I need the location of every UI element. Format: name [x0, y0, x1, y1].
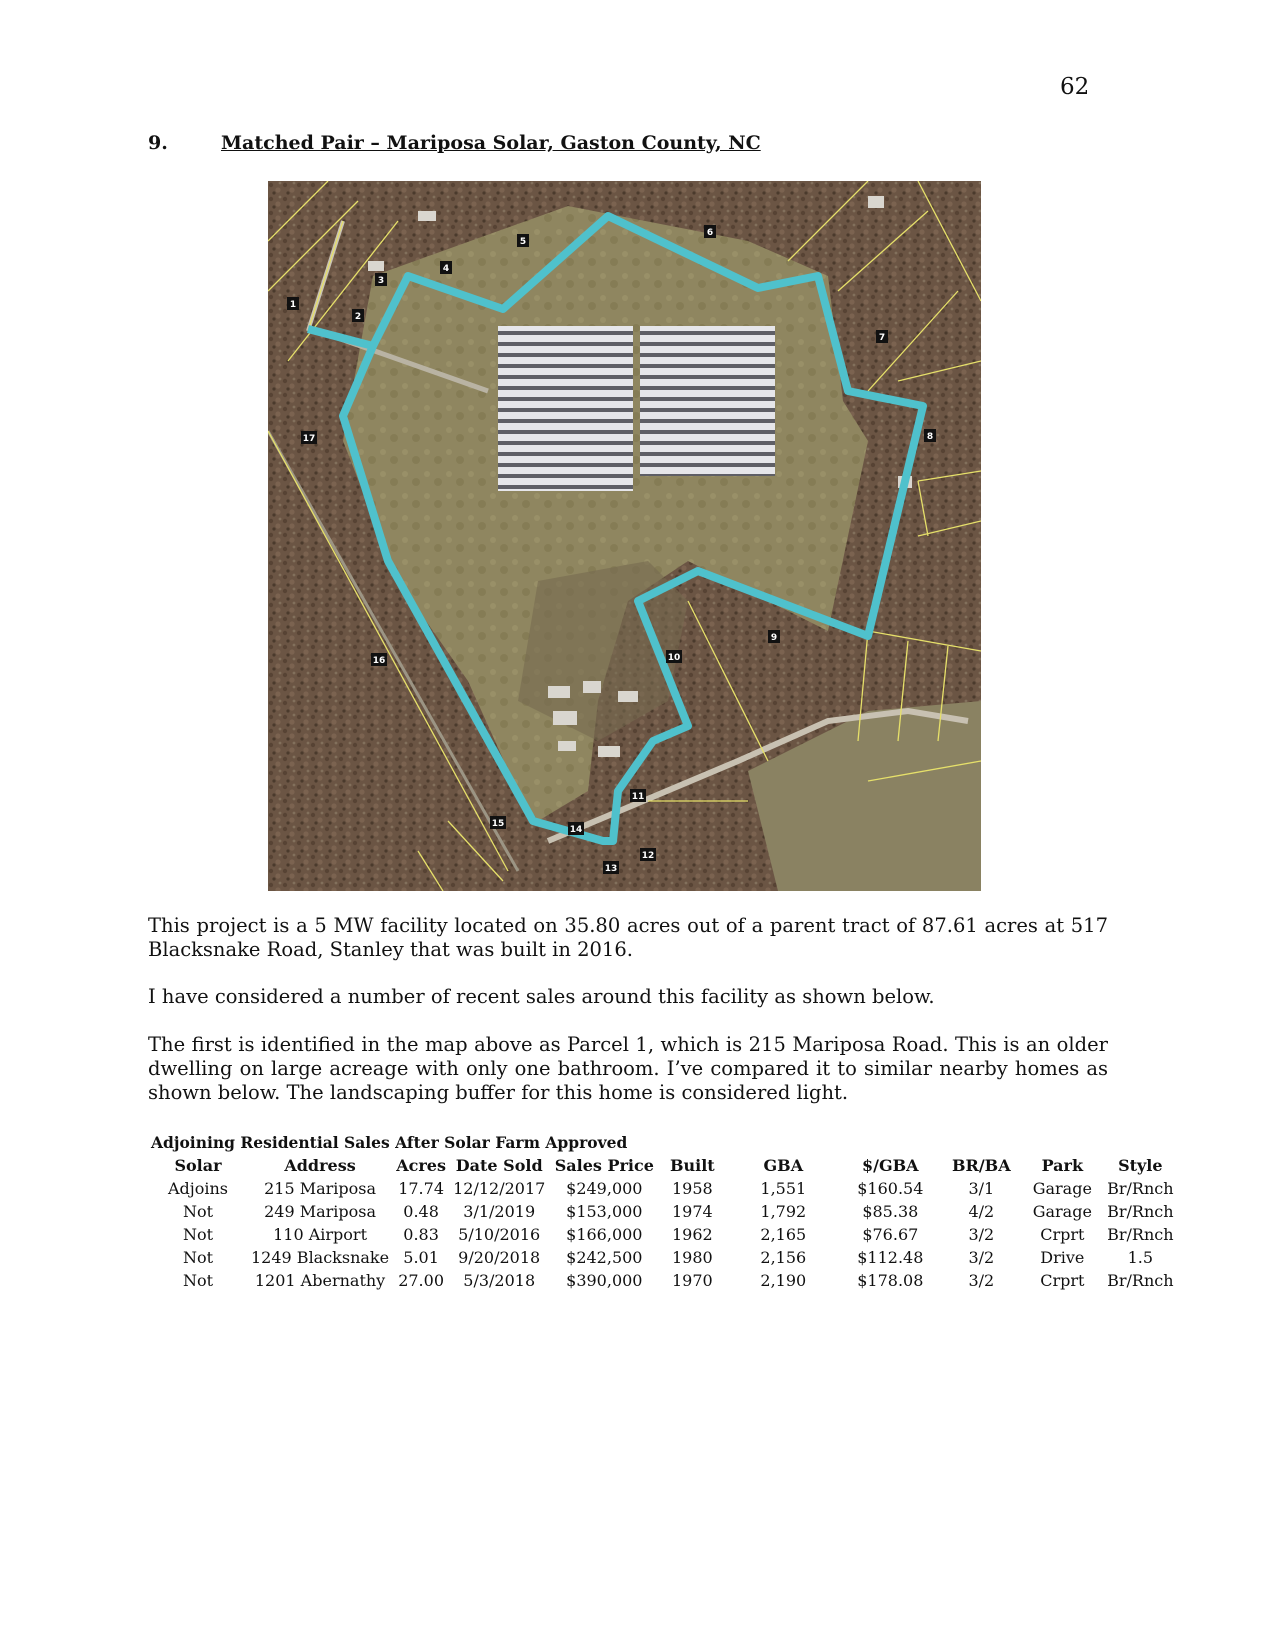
- svg-text:14: 14: [569, 825, 583, 835]
- table-cell: Crprt: [1040, 1225, 1085, 1244]
- table-cell: Garage: [1032, 1202, 1092, 1221]
- table-cell: 12/12/2017: [453, 1179, 546, 1198]
- table-row: [148, 1246, 1180, 1269]
- column-header: Built: [669, 1156, 715, 1175]
- table-cell: $242,500: [566, 1248, 643, 1267]
- svg-text:9: 9: [770, 633, 778, 643]
- table-cell: 2,165: [760, 1225, 807, 1244]
- table-row: [148, 1269, 1180, 1292]
- parcel-label-10: [666, 650, 682, 663]
- svg-text:8: 8: [926, 432, 934, 442]
- table-cell: 1249 Blacksnake: [251, 1248, 390, 1267]
- parcel-label-13: [603, 861, 619, 874]
- sales-table: [148, 1154, 1180, 1292]
- parcel-label-4: [440, 261, 452, 274]
- solar-array-west: [498, 326, 633, 491]
- parcel-label-12: [640, 848, 656, 861]
- table-cell: 1201 Abernathy: [254, 1271, 386, 1290]
- sales-table-block: [148, 1133, 1188, 1292]
- table-cell: $178.08: [857, 1271, 924, 1290]
- section-heading: [148, 132, 761, 154]
- svg-text:13: 13: [604, 864, 618, 874]
- svg-text:4: 4: [442, 264, 450, 274]
- table-cell: 3/2: [968, 1225, 995, 1244]
- table-cell: Not: [182, 1248, 214, 1267]
- column-header: GBA: [763, 1156, 804, 1175]
- table-cell: 27.00: [398, 1271, 444, 1290]
- table-cell: $85.38: [862, 1202, 919, 1221]
- table-cell: Br/Rnch: [1107, 1179, 1174, 1198]
- parcel-label-7: [876, 330, 888, 343]
- column-header: Park: [1041, 1156, 1084, 1175]
- paragraph-sales-intro: I have considered a number of recent sales around this facility as shown below.: [148, 985, 935, 1008]
- column-header: BR/BA: [952, 1156, 1011, 1175]
- table-cell: 215 Mariposa: [264, 1179, 377, 1198]
- table-cell: 3/2: [968, 1248, 995, 1267]
- column-header: Solar: [174, 1156, 222, 1175]
- table-cell: $76.67: [862, 1225, 919, 1244]
- table-cell: 2,190: [760, 1271, 807, 1290]
- section-number: 9.: [148, 132, 168, 154]
- table-cell: $160.54: [857, 1179, 924, 1198]
- table-cell: $153,000: [566, 1202, 643, 1221]
- table-header-row: [148, 1154, 1180, 1177]
- table-cell: $112.48: [857, 1248, 924, 1267]
- table-cell: 1974: [671, 1202, 713, 1221]
- svg-text:10: 10: [667, 653, 681, 663]
- parcel-label-6: [704, 225, 716, 238]
- table-cell: 1958: [671, 1179, 713, 1198]
- paragraph-project-summary: This project is a 5 MW facility located on 35.80 acres out of a parent tract of 87.61 acres at 517 Blacksnake Road, Stanley that was built in 2016.: [148, 914, 1108, 961]
- table-cell: 3/2: [968, 1271, 995, 1290]
- table-cell: $249,000: [566, 1179, 643, 1198]
- table-cell: 3/1/2019: [463, 1202, 536, 1221]
- column-header: Acres: [396, 1156, 446, 1175]
- table-cell: 1980: [671, 1248, 713, 1267]
- solar-array-east: [640, 326, 775, 476]
- table-cell: Drive: [1040, 1248, 1085, 1267]
- table-cell: Br/Rnch: [1107, 1271, 1174, 1290]
- svg-text:11: 11: [631, 792, 645, 802]
- parcel-label-14: [568, 822, 584, 835]
- column-header: $/GBA: [862, 1156, 919, 1175]
- table-cell: 0.83: [403, 1225, 439, 1244]
- column-header: Address: [284, 1156, 356, 1175]
- section-title: Matched Pair – Mariposa Solar, Gaston County, NC: [221, 132, 761, 154]
- table-cell: 1,792: [760, 1202, 807, 1221]
- svg-text:6: 6: [706, 228, 714, 238]
- table-cell: 5/3/2018: [463, 1271, 536, 1290]
- column-header: Sales Price: [554, 1156, 654, 1175]
- parcel-label-5: [517, 234, 529, 247]
- table-cell: 1970: [671, 1271, 713, 1290]
- svg-text:1: 1: [289, 300, 297, 310]
- table-cell: 110 Airport: [273, 1225, 367, 1244]
- table-row: [148, 1223, 1180, 1246]
- page-number: 62: [1060, 74, 1090, 100]
- table-cell: 5/10/2016: [458, 1225, 541, 1244]
- parcel-label-15: [490, 816, 506, 829]
- column-header: Style: [1118, 1156, 1163, 1175]
- table-cell: Crprt: [1040, 1271, 1085, 1290]
- svg-text:16: 16: [372, 656, 386, 666]
- parcel-label-3: [375, 273, 387, 286]
- table-cell: 3/1: [968, 1179, 995, 1198]
- table-cell: Adjoins: [167, 1179, 229, 1198]
- aerial-map-image: [268, 181, 981, 891]
- svg-text:7: 7: [878, 333, 886, 343]
- table-cell: 249 Mariposa: [264, 1202, 377, 1221]
- parcel-label-1: [287, 297, 299, 310]
- parcel-label-16: [371, 653, 387, 666]
- svg-text:2: 2: [354, 312, 362, 322]
- table-cell: Not: [182, 1225, 214, 1244]
- table-cell: Garage: [1032, 1179, 1092, 1198]
- parcel-label-17: [301, 431, 317, 444]
- table-cell: $166,000: [566, 1225, 643, 1244]
- table-cell: 9/20/2018: [458, 1248, 541, 1267]
- table-cell: Br/Rnch: [1107, 1225, 1174, 1244]
- table-cell: 2,156: [760, 1248, 807, 1267]
- svg-text:5: 5: [519, 237, 527, 247]
- parcel-label-9: [768, 630, 780, 643]
- table-cell: 1,551: [760, 1179, 807, 1198]
- table-cell: 0.48: [403, 1202, 439, 1221]
- table-cell: 4/2: [968, 1202, 995, 1221]
- table-cell: Not: [182, 1202, 214, 1221]
- parcel-label-8: [924, 429, 936, 442]
- table-title: Adjoining Residential Sales After Solar Farm Approved: [151, 1133, 628, 1152]
- table-cell: 5.01: [403, 1248, 439, 1267]
- svg-text:17: 17: [302, 434, 316, 444]
- aerial-map: [268, 181, 981, 891]
- table-cell: Not: [182, 1271, 214, 1290]
- table-row: [148, 1200, 1180, 1223]
- parcel-label-2: [352, 309, 364, 322]
- paragraph-parcel-1: The first is identified in the map above as Parcel 1, which is 215 Mariposa Road. This is an older dwelling on large acreage with only one bathroom. I’ve compared it to similar nearby homes as shown below. The landscaping buffer for this home is considered light.: [148, 1033, 1108, 1104]
- table-row: [148, 1177, 1180, 1200]
- table-cell: 1962: [671, 1225, 713, 1244]
- parcel-label-11: [630, 789, 646, 802]
- table-cell: 1.5: [1127, 1248, 1154, 1267]
- column-header: Date Sold: [455, 1156, 543, 1175]
- table-cell: Br/Rnch: [1107, 1202, 1174, 1221]
- svg-text:3: 3: [377, 276, 385, 286]
- svg-text:12: 12: [641, 851, 655, 861]
- svg-text:15: 15: [491, 819, 505, 829]
- table-cell: 17.74: [398, 1179, 444, 1198]
- table-cell: $390,000: [566, 1271, 643, 1290]
